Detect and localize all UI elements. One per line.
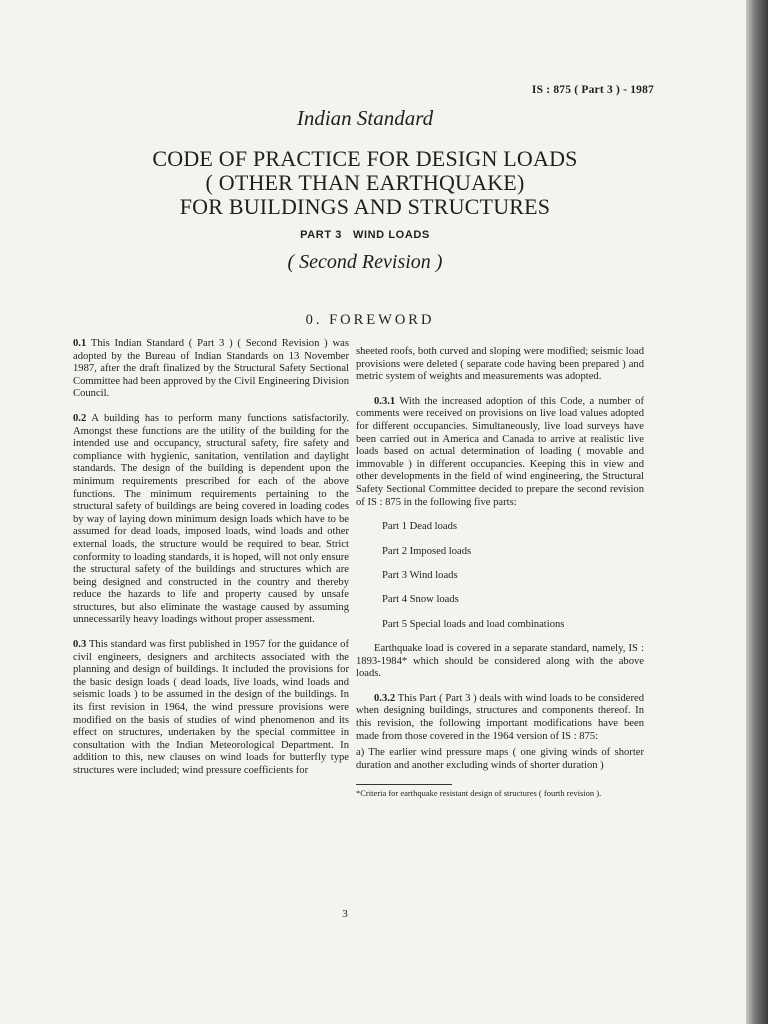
- standard-number: IS : 875 ( Part 3 ) - 1987: [531, 84, 654, 96]
- clause-0-3-2: [356, 693, 644, 743]
- clause-number: 0.1: [73, 338, 87, 349]
- list-item: Part 1 Dead loads: [382, 521, 458, 533]
- clause-text: This Part ( Part 3 ) deals with wind loads to be considered when designing buildings, structures and components thereof. In this revision, the following important modifications have been made from those covered in the 1964 version of IS : 875:: [356, 692, 645, 742]
- standard-name: Indian Standard: [296, 106, 434, 130]
- clause-text: With the increased adoption of this Code, a number of comments were received on provisions on live load values adopted for different occupancies. Simultaneously, live load surveys have been carried out in America and Canada to arrive at realistic live loads based on actual determination of loading ( movable and immovable ) in different occupancies. Keeping this in view and other developments in the field of wind engineering, the Structural Safety Sectional Committee decided to prepare the second revision of IS : 875 in the following five parts:: [356, 395, 644, 508]
- clause-0-1: [73, 338, 349, 401]
- clause-number: 0.3: [73, 639, 87, 651]
- clause-text: This standard was first published in 1957 for the guidance of civil engineers, designers and architects associated with the planning and design of buildings. It included the provisions for the basic design loads ( dead loads, live loads, wind loads and seismic loads ) to be assumed in the design of the buildings. In its first revision in 1964, the wind pressure provisions were modified on the basis of studies of wind phenomenon and its effect on structures, undertaken by the special committee in consultation with the Indian Meteorological Department. In addition to this, new clauses on wind loads for butterfly type structures were included; wind pressure coefficients for: [73, 639, 349, 776]
- clause-number: 0.3.2: [374, 692, 396, 704]
- list-item: Part 4 Snow loads: [382, 594, 459, 606]
- foreword-heading: 0. FOREWORD: [305, 312, 435, 328]
- footnote: *Criteria for earthquake resistant design of structures ( fourth revision ).: [356, 788, 602, 799]
- right-column: [356, 346, 644, 798]
- list-item-a: a) The earlier wind pressure maps ( one giving winds of shorter duration and another excluding winds of shorter duration ): [356, 747, 644, 771]
- clause-0-2: [73, 413, 349, 627]
- parts-list: [382, 521, 644, 631]
- clause-text: This Indian Standard ( Part 3 ) ( Second Revision ) was adopted by the Bureau of Indian Standards on 13 November 1987, after the draft finalized by the Structural Safety Sectional Committee had been approved by the Civil Engineering Division Council.: [73, 338, 349, 400]
- clause-text: A building has to perform many functions satisfactorily. Amongst these functions are the utility of the building for the intended use and occupancy, structural safety, fire safety and compliance with hygienic, sanitation, ventilation and daylight standards. The design of the building is dependent upon the minimum requirements prescribed for each of the above functions. The minimum requirements pertaining to the structural safety of buildings are being covered in loading codes by way of laying down minimum design loads which have to be assumed for dead loads, imposed loads, wind loads and other external loads, the structure would be required to bear. Strict conformity to loading standards, it is hoped, will not only ensure the structural safety of the buildings and structures which are being designed and constructed in the country and thereby reduce the hazards to life and property caused by unsafe structures, but also eliminate the wastage caused by assuming unnecessarily heavy loadings without proper assessment.: [73, 412, 349, 626]
- revision-label: ( Second Revision ): [287, 251, 443, 273]
- clause-0-3-1: [356, 396, 644, 509]
- footnote-rule: [356, 784, 452, 785]
- clause-continuation: sheeted roofs, both curved and sloping were modified; seismic load provisions were deleted ( separate code having been prepared ) and metric system of weights and measurements was adopted.: [356, 346, 644, 383]
- list-item: Part 3 Wind loads: [382, 569, 458, 581]
- left-column: [73, 338, 349, 790]
- page-edge-shadow: [746, 0, 768, 1024]
- clause-number: 0.3.1: [374, 395, 396, 407]
- clause-number: 0.2: [73, 412, 87, 424]
- title-line-2: ( OTHER THAN EARTHQUAKE): [205, 170, 525, 195]
- title-line-3: FOR BUILDINGS AND STRUCTURES: [179, 194, 551, 219]
- earthquake-note: Earthquake load is covered in a separate standard, namely, IS : 1893-1984* which should be considered along with the above loads.: [356, 643, 644, 680]
- page-number: 3: [342, 908, 348, 920]
- list-item: Part 2 Imposed loads: [382, 545, 472, 557]
- document-header: [60, 106, 670, 274]
- title-line-1: CODE OF PRACTICE FOR DESIGN LOADS: [152, 146, 578, 171]
- part-label: PART 3 WIND LOADS: [300, 229, 430, 241]
- list-item: Part 5 Special loads and load combinations: [382, 618, 565, 630]
- clause-0-3: [73, 639, 349, 778]
